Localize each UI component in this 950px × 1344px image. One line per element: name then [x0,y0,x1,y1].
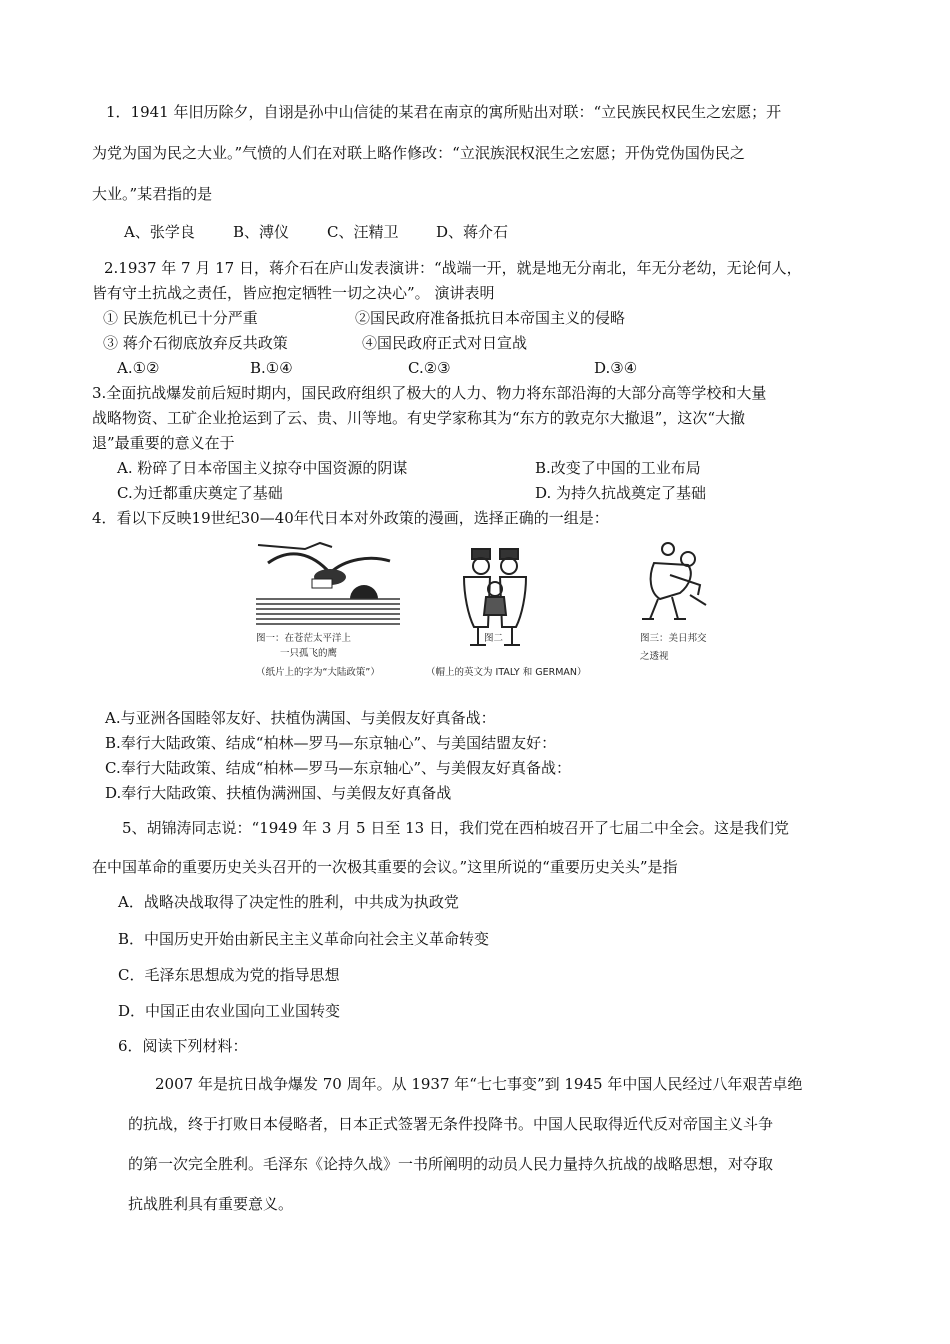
q2-option-a: A.①② [117,359,160,377]
cartoon-caption-3-line-2: 之透视 [640,651,669,662]
q6-paragraph-line-2: 的抗战，终于打败日本侵略者，日本正式签署无条件投降书。中国人民取得近代反对帝国主义斗争 [128,1115,774,1133]
q2-line-1: 2.1937 年 7 月 17 日，蒋介石在庐山发表演讲：“战端一开，就是地无分南北，年无分老幼，无论何人， [104,259,802,277]
q5-option-b: B．中国历史开始由新民主主义革命向社会主义革命转变 [118,930,490,948]
q2-item-4: ④国民政府正式对日宣战 [362,334,528,352]
q2-option-d: D.③④ [594,359,638,377]
cartoon-us-japan-relations [642,543,706,619]
q1-line-2: 为党为国为民之大业。”气愤的人们在对联上略作修改：“立泯族泯权泯生之宏愿；开伪党伪国伪民之 [92,144,745,162]
q3-option-a: A. 粉碎了日本帝国主义掠夺中国资源的阴谋 [117,459,408,477]
cartoon-caption-2-line-2: （帽上的英文为 ITALY 和 GERMAN） [426,667,587,678]
q2-item-1: ① 民族危机已十分严重 [103,309,258,327]
q1-option-d: D、蒋介石 [436,223,509,241]
q4-option-b: B.奉行大陆政策、结成“柏林—罗马—东京轴心”、与美国结盟友好： [105,734,557,752]
cartoon-figures [250,535,725,683]
q3-line-1: 3.全面抗战爆发前后短时期内，国民政府组织了极大的人力、物力将东部沿海的大部分高等学校和大量 [92,384,767,402]
cartoon-axis-figures [464,549,526,645]
q5-line-2: 在中国革命的重要历史关头召开的一次极其重要的会议。”这里所说的“重要历史关头”是指 [92,858,678,876]
q3-option-b: B.改变了中国的工业布局 [535,459,701,477]
q2-option-c: C.②③ [408,359,451,377]
q6-paragraph-line-3: 的第一次完全胜利。毛泽东《论持久战》一书所阐明的动员人民力量持久抗战的战略思想，对夺取 [128,1155,774,1173]
q2-option-b: B.①④ [250,359,293,377]
q5-option-c: C．毛泽东思想成为党的指导思想 [118,966,340,984]
q4-option-c: C.奉行大陆政策、结成“柏林—罗马—东京轴心”、与美假友好真备战： [105,759,572,777]
q1-line-3: 大业。”某君指的是 [92,185,213,203]
q1-option-b: B、溥仪 [233,223,290,241]
q3-option-d: D. 为持久抗战奠定了基础 [535,484,707,502]
q3-line-2: 战略物资、工矿企业抢运到了云、贵、川等地。有史学家称其为“东方的敦克尔大撤退”，这次“大撤 [92,409,746,427]
q1-line-1: 1．1941 年旧历除夕，自诩是孙中山信徒的某君在南京的寓所贴出对联：“立民族民权民生之宏愿；开 [106,103,782,121]
q1-option-c: C、汪精卫 [327,223,399,241]
cartoon-eagle-over-pacific [256,543,400,624]
cartoon-caption-2-line-1: 图二 [484,633,504,644]
q5-option-a: A．战略决战取得了决定性的胜利，中共成为执政党 [118,893,459,911]
cartoon-caption-1-line-2: 一只孤飞的鹰 [280,648,338,659]
q1-option-a: A、张学良 [124,223,195,241]
q3-option-c: C.为迁都重庆奠定了基础 [117,484,283,502]
q6-paragraph-line-1: 2007 年是抗日战争爆发 70 周年。从 1937 年“七七事变”到 1945 年中国人民经过八年艰苦卓绝 [155,1075,803,1093]
q3-line-3: 退”最重要的意义在于 [92,434,235,452]
cartoon-caption-3-line-1: 图三：美日邦交 [640,633,707,644]
q6-title: 6．阅读下列材料： [118,1037,248,1055]
q6-paragraph-line-4: 抗战胜利具有重要意义。 [128,1195,294,1213]
q5-option-d: D．中国正由农业国向工业国转变 [118,1002,341,1020]
q2-item-3: ③ 蒋介石彻底放弃反共政策 [103,334,288,352]
q4-line-1: 4．看以下反映19世纪30—40年代日本对外政策的漫画，选择正确的一组是： [92,509,609,527]
q4-option-a: A.与亚洲各国睦邻友好、扶植伪满国、与美假友好真备战： [105,709,496,727]
q2-line-2: 皆有守土抗战之责任，皆应抱定牺牲一切之决心”。 演讲表明 [92,284,495,302]
cartoon-caption-1-line-3: （纸片上的字为“大陆政策”） [256,667,380,678]
q4-option-d: D.奉行大陆政策、扶植伪满洲国、与美假友好真备战 [105,784,452,802]
cartoon-caption-1-line-1: 图一：在苍茫太平洋上 [256,633,352,644]
q2-item-2: ②国民政府准备抵抗日本帝国主义的侵略 [355,309,626,327]
q5-line-1: 5、胡锦涛同志说：“1949 年 3 月 5 日至 13 日，我们党在西柏坡召开了七届二中全会。这是我们党 [122,819,789,837]
